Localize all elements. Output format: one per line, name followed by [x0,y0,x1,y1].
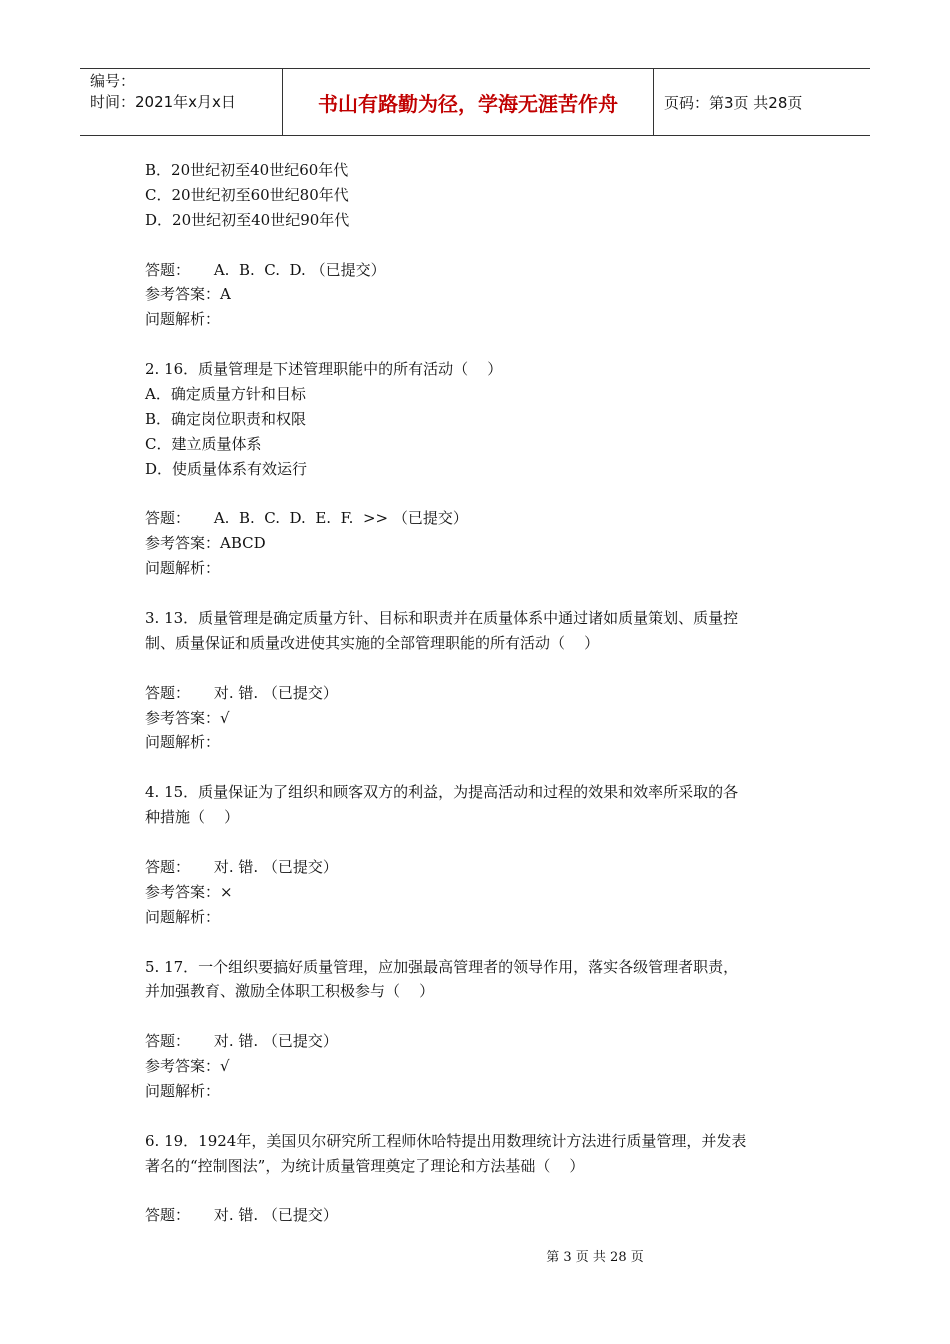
page-footer: 第 3 页 共 28 页 [546,1250,644,1265]
header-slogan: 书山有路勤为径，学海无涯苦作舟 [282,69,654,135]
text-line: C．20世纪初至60世纪80年代 [145,185,349,204]
text-line: 4. 15．质量保证为了组织和顾客双方的利益，为提高活动和过程的效果和效率所采取的各 [145,783,739,802]
blank-line [145,830,825,855]
blank-line [145,656,825,681]
text-line: B．确定岗位职责和权限 [145,409,307,428]
text-line: 问题解析： [145,733,221,752]
document-time: 时间：2021年x月x日 [90,93,236,111]
text-line: 著名的“控制图法”，为统计质量管理奠定了理论和方法基础（ ） [145,1156,585,1175]
text-line: 答题： A. B. C. D. E. F. >> （已提交） [145,509,468,528]
document-body [145,158,825,1228]
text-line: C．建立质量体系 [145,434,262,453]
header-page-info: 页码：第3页 共28页 [664,93,803,112]
blank-line [145,1004,825,1029]
page-header [80,68,870,136]
blank-line [145,233,825,258]
text-line: 问题解析： [145,1081,221,1100]
blank-line [145,1179,825,1204]
text-line: D．使质量体系有效运行 [145,459,308,478]
text-line: B．20世纪初至40世纪60年代 [145,161,349,179]
text-line: 制、质量保证和质量改进使其实施的全部管理职能的所有活动（ ） [145,633,600,652]
text-line: 参考答案：× [145,882,233,901]
text-line: 答题： A. B. C. D. （已提交） [145,260,386,279]
text-line: 答题： 对. 错. （已提交） [145,1206,338,1225]
blank-line [145,755,825,780]
text-line: 问题解析： [145,907,221,926]
text-line: 6. 19．1924年，美国贝尔研究所工程师休哈特提出用数理统计方法进行质量管理，并发表 [145,1131,747,1150]
text-line: 参考答案：ABCD [145,534,266,553]
text-line: 5. 17．一个组织要搞好质量管理，应加强最高管理者的领导作用，落实各级管理者职责， [145,957,739,976]
blank-line [145,930,825,955]
text-line: 答题： 对. 错. （已提交） [145,1032,338,1051]
document-number: 编号： [90,72,136,90]
blank-line [145,581,825,606]
text-line: A．确定质量方针和目标 [145,385,306,404]
text-line: 种措施（ ） [145,808,240,827]
text-line: 2. 16．质量管理是下述管理职能中的所有活动（ ） [145,360,503,379]
text-line: 3. 13．质量管理是确定质量方针、目标和职责并在质量体系中通过诸如质量策划、质量控 [145,609,739,628]
text-line: 答题： 对. 错. （已提交） [145,683,338,702]
text-line: 参考答案：A [145,285,231,304]
header-meta [80,69,282,135]
text-line: 并加强教育、激励全体职工积极参与（ ） [145,982,435,1001]
text-line: 问题解析： [145,559,221,578]
blank-line [145,482,825,507]
text-line: D．20世纪初至40世纪90年代 [145,210,350,229]
text-line: 参考答案：√ [145,708,230,727]
text-line: 答题： 对. 错. （已提交） [145,857,338,876]
text-line: 问题解析： [145,310,221,329]
blank-line [145,1104,825,1129]
blank-line [145,332,825,357]
text-line: 参考答案：√ [145,1057,230,1076]
